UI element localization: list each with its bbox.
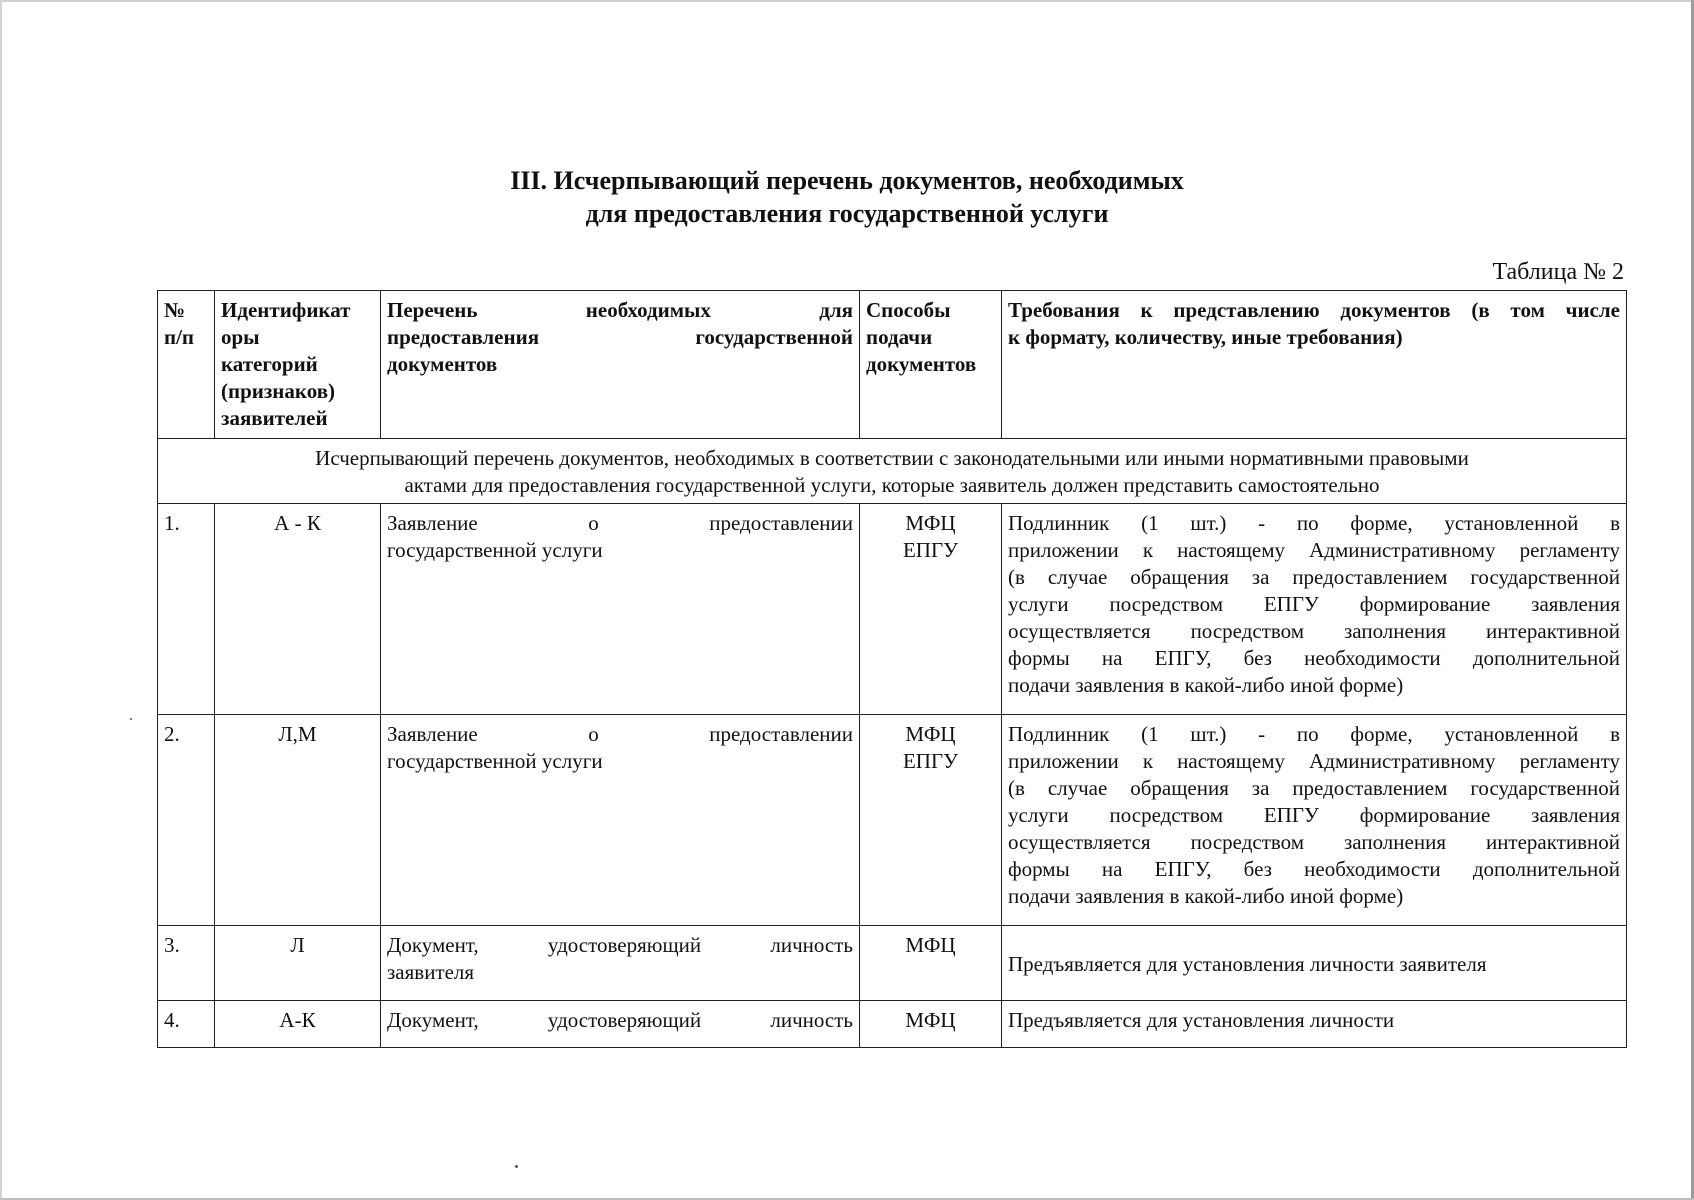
row-requirements-cell xyxy=(1002,926,1627,1001)
row-method: МФЦ xyxy=(905,1008,956,1032)
header-submission-methods xyxy=(860,291,1002,439)
scan-speck xyxy=(515,1165,518,1168)
row-category-cell: А - К xyxy=(215,504,381,715)
section-heading-row xyxy=(158,439,1627,504)
row-method: ЕПГУ xyxy=(902,749,958,773)
scan-speck xyxy=(130,718,132,720)
table-row xyxy=(158,504,1627,715)
row-document-cell xyxy=(381,926,860,1001)
section-title-line-2: для предоставления государственной услуги xyxy=(585,199,1109,228)
row-method: МФЦ xyxy=(905,511,956,535)
header-identifiers-line: оры xyxy=(221,325,260,349)
table-row xyxy=(158,715,1627,926)
row-requirements-line: осуществляется посредством заполнения интерактивной xyxy=(1008,619,1620,643)
row-document-line: государственной услуги xyxy=(387,538,603,562)
row-requirements-line: (в случае обращения за предоставлением государственной xyxy=(1008,776,1620,800)
row-category-cell: А-К xyxy=(215,1001,381,1048)
row-requirements-line: Предъявляется для установления личности xyxy=(1008,1008,1395,1032)
row-method: МФЦ xyxy=(905,933,956,957)
table-number: Таблица № 2 xyxy=(1492,259,1624,285)
row-requirements-line: Предъявляется для установления личности заявителя xyxy=(1008,951,1487,976)
header-methods-line: подачи xyxy=(866,325,933,349)
row-document-line: Заявление о предоставлении xyxy=(387,722,853,746)
row-requirements-cell xyxy=(1002,504,1627,715)
row-document-cell xyxy=(381,715,860,926)
header-methods-line: документов xyxy=(866,352,977,376)
header-identifiers-line: заявителей xyxy=(221,406,328,430)
row-requirements-line: формы на ЕПГУ, без необходимости дополнительной xyxy=(1008,857,1620,881)
row-requirements-line: Подлинник (1 шт.) - по форме, установленной в xyxy=(1008,511,1620,535)
row-num-cell: 3. xyxy=(158,926,215,1001)
row-category-cell: Л,М xyxy=(215,715,381,926)
header-num-line: п/п xyxy=(164,325,195,349)
section-heading-line: актами для предоставления государственной услуги, которые заявитель должен представить самостоятельно xyxy=(404,473,1380,497)
header-identifiers-line: (признаков) xyxy=(221,379,336,403)
row-num-cell: 2. xyxy=(158,715,215,926)
row-methods-cell xyxy=(860,504,1002,715)
row-method: МФЦ xyxy=(905,722,956,746)
row-requirements-line: подачи заявления в какой-либо иной форме) xyxy=(1008,884,1404,908)
row-requirements-cell xyxy=(1002,1001,1627,1048)
row-requirements-cell xyxy=(1002,715,1627,926)
row-requirements-line: Подлинник (1 шт.) - по форме, установленной в xyxy=(1008,722,1620,746)
header-requirements xyxy=(1002,291,1627,439)
header-num xyxy=(158,291,215,439)
table-row xyxy=(158,1001,1627,1048)
row-methods-cell xyxy=(860,926,1002,1001)
header-identifiers xyxy=(215,291,381,439)
row-document-line: Документ, удостоверяющий личность xyxy=(387,1008,853,1032)
header-documents-list-line: документов xyxy=(387,352,498,376)
header-requirements-line: Требования к представлению документов (в том числе xyxy=(1008,298,1620,322)
header-methods-line: Способы xyxy=(866,298,951,322)
header-identifiers-line: Идентификат xyxy=(221,298,351,322)
row-document-cell xyxy=(381,504,860,715)
row-requirements-line: (в случае обращения за предоставлением государственной xyxy=(1008,565,1620,589)
row-requirements-line: приложении к настоящему Административному регламенту xyxy=(1008,749,1620,773)
header-documents-list-line: предоставления государственной xyxy=(387,325,853,349)
row-requirements-line: услуги посредством ЕПГУ формирование заявления xyxy=(1008,592,1620,616)
row-num-cell: 4. xyxy=(158,1001,215,1048)
row-requirements-line: услуги посредством ЕПГУ формирование заявления xyxy=(1008,803,1620,827)
header-documents-list-line: Перечень необходимых для xyxy=(387,298,853,322)
row-document-line: Документ, удостоверяющий личность xyxy=(387,933,853,957)
row-requirements-line: осуществляется посредством заполнения интерактивной xyxy=(1008,830,1620,854)
row-num-cell: 1. xyxy=(158,504,215,715)
row-method: ЕПГУ xyxy=(902,538,958,562)
section-title xyxy=(0,164,1694,230)
section-title-line-1: III. Исчерпывающий перечень документов, необходимых xyxy=(510,166,1184,195)
row-document-line: Заявление о предоставлении xyxy=(387,511,853,535)
header-num-line: № xyxy=(164,298,186,322)
documents-table xyxy=(157,290,1627,1048)
row-requirements-line: формы на ЕПГУ, без необходимости дополнительной xyxy=(1008,646,1620,670)
row-requirements-line: подачи заявления в какой-либо иной форме) xyxy=(1008,673,1404,697)
row-category-cell: Л xyxy=(215,926,381,1001)
header-requirements-line: к формату, количеству, иные требования) xyxy=(1008,325,1403,349)
header-identifiers-line: категорий xyxy=(221,352,318,376)
row-methods-cell xyxy=(860,1001,1002,1048)
header-documents-list xyxy=(381,291,860,439)
row-requirements-line: приложении к настоящему Административному регламенту xyxy=(1008,538,1620,562)
row-document-line: заявителя xyxy=(387,960,475,984)
table-row xyxy=(158,926,1627,1001)
row-methods-cell xyxy=(860,715,1002,926)
scan-edge-top xyxy=(0,0,1694,2)
section-heading-cell xyxy=(158,439,1627,504)
section-heading-line: Исчерпывающий перечень документов, необходимых в соответствии с законодательными или иными нормативными правовыми xyxy=(315,446,1469,470)
row-document-line: государственной услуги xyxy=(387,749,603,773)
table-header-row xyxy=(158,291,1627,439)
row-document-cell xyxy=(381,1001,860,1048)
